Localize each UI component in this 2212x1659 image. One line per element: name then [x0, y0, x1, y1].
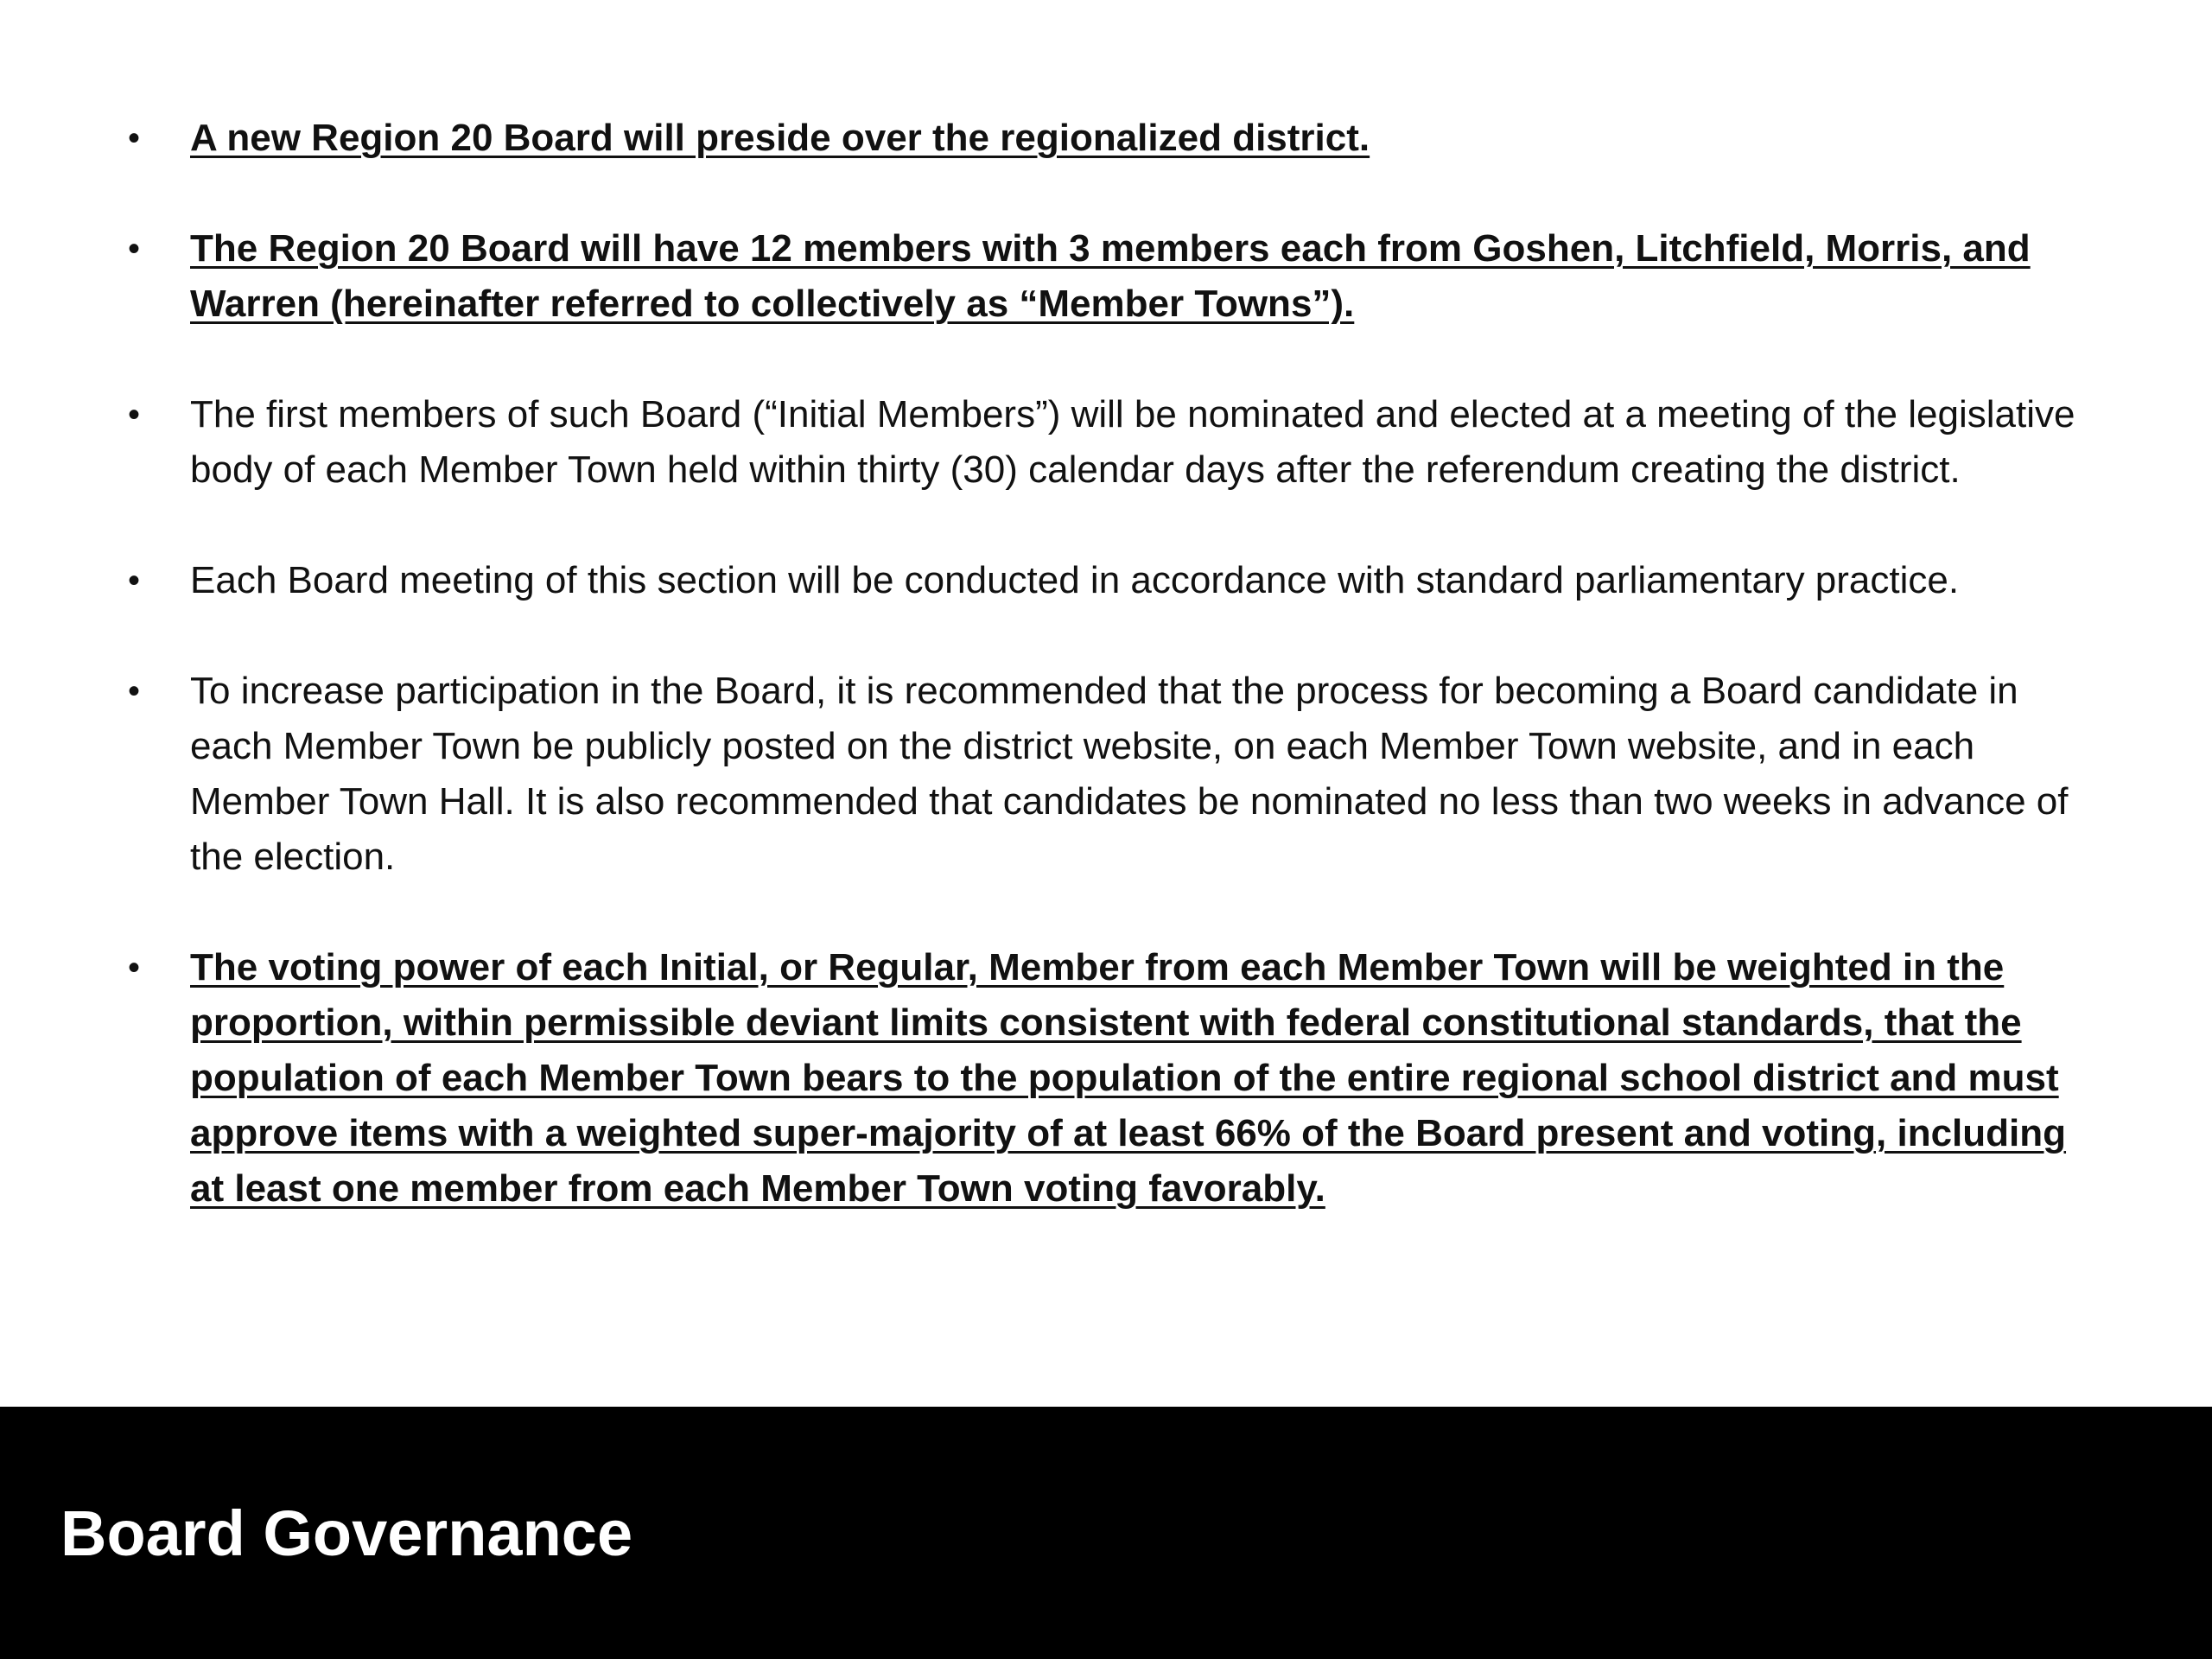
slide-title: Board Governance — [60, 1497, 633, 1569]
bullet-item — [114, 664, 2101, 885]
bullet-item — [114, 387, 2101, 498]
bullet-list — [114, 111, 2101, 1272]
bullet-icon: • — [127, 949, 140, 987]
bullet-item — [114, 111, 2101, 166]
bullet-icon: • — [127, 562, 140, 600]
bullet-item — [114, 553, 2101, 608]
bullet-text: The Region 20 Board will have 12 members with 3 members each from Goshen, Litchfield, Morris, and Warren (hereinafter referred to collectively as “Member Towns”). — [190, 227, 2031, 325]
bullet-text: To increase participation in the Board, it is recommended that the process for becoming a Board candidate in each Member Town be publicly posted on the district website, on each Member Town website, and in each Member Town Hall. It is also recommended that candidates be nominated no less than two weeks in advance of the election. — [190, 670, 2069, 878]
bullet-icon: • — [127, 230, 140, 268]
bullet-item — [114, 221, 2101, 332]
bullet-icon: • — [127, 119, 140, 157]
bullet-text: The first members of such Board (“Initial Members”) will be nominated and elected at a meeting of the legislative body of each Member Town held within thirty (30) calendar days after the referendum creating the district. — [190, 393, 2075, 491]
bullet-text: A new Region 20 Board will preside over the regionalized district. — [190, 117, 1370, 159]
bullet-icon: • — [127, 396, 140, 434]
bullet-icon: • — [127, 672, 140, 710]
bullet-text: The voting power of each Initial, or Regular, Member from each Member Town will be weighted in the proportion, within permissible deviant limits consistent with federal constitutional standards, that the population of each Member Town bears to the population of the entire regional school district and must approve items with a weighted super-majority of at least 66% of the Board present and voting, including at least one member from each Member Town voting favorably. — [190, 946, 2067, 1210]
bullet-item — [114, 940, 2101, 1217]
bullet-text: Each Board meeting of this section will be conducted in accordance with standard parliamentary practice. — [190, 559, 1960, 601]
